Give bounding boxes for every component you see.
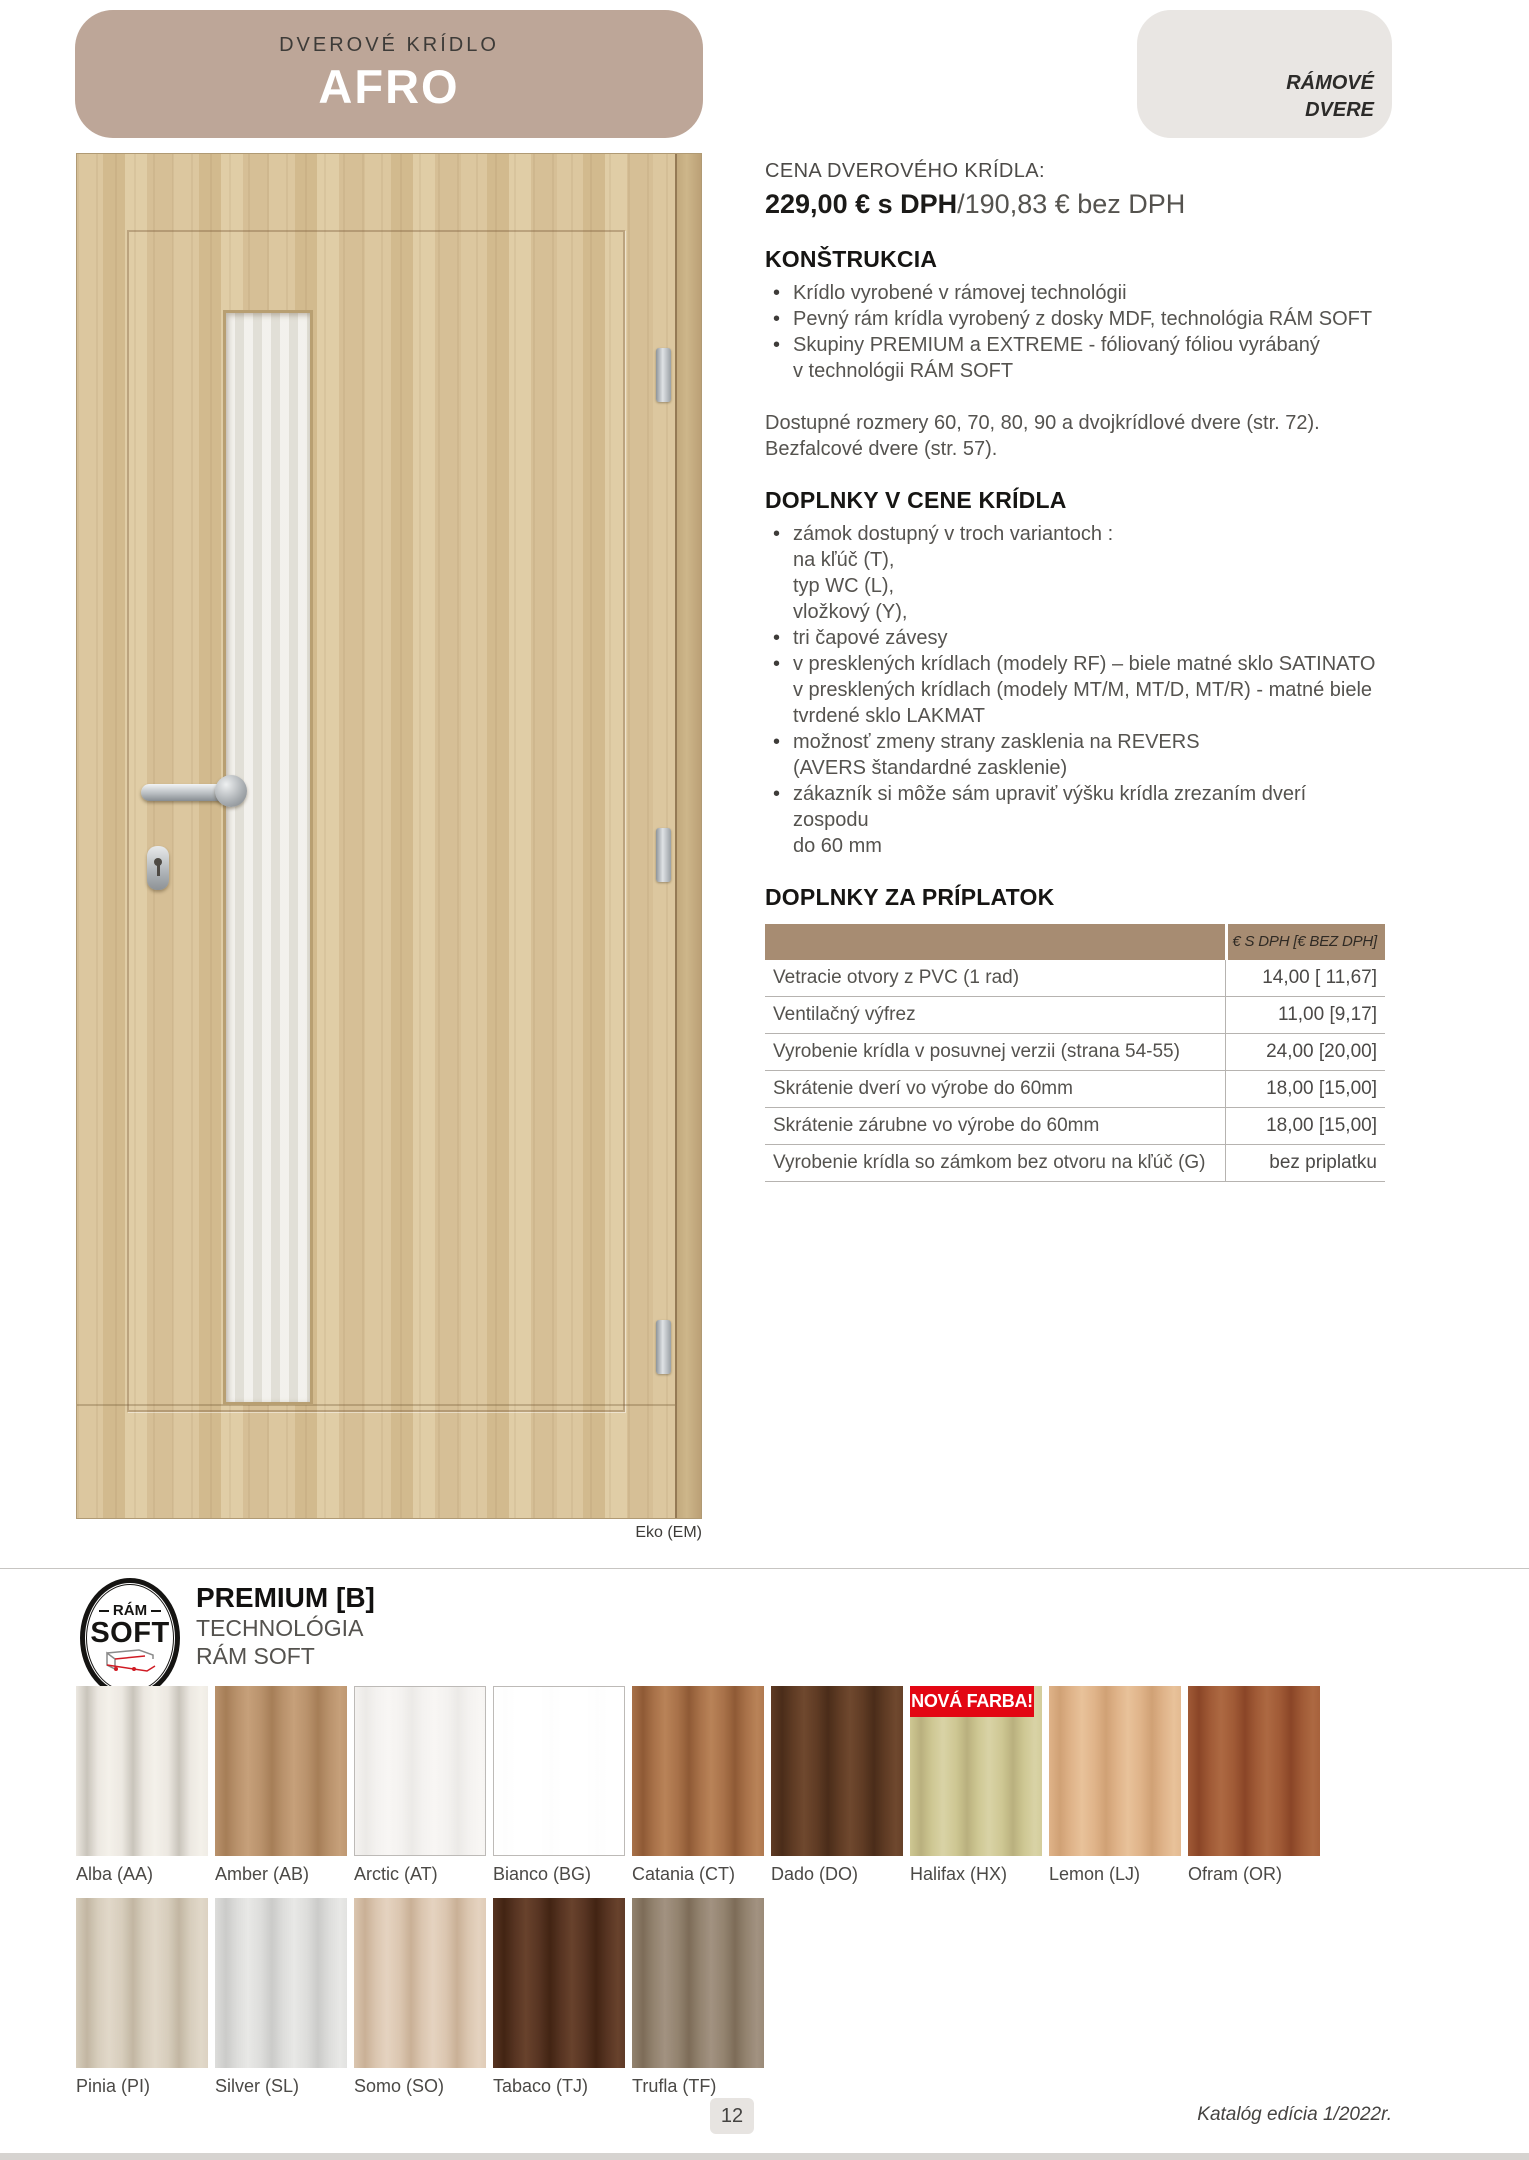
door-hinge: [656, 1320, 671, 1374]
bullet-line: Pevný rám krídla vyrobený z dosky MDF, technológia RÁM SOFT: [793, 308, 1373, 330]
color-swatch: [354, 1898, 486, 2097]
ram-soft-logo: [80, 1578, 180, 1698]
price-value: [765, 188, 1387, 221]
construction-bullet-list: [765, 280, 1387, 384]
section-heading-included: DOPLNKY V CENE KRÍDLA: [765, 487, 1067, 513]
door-keyhole: [147, 846, 169, 890]
page-number: 12: [710, 2098, 754, 2134]
table-row: [765, 960, 1385, 997]
logo-badge-top-text: RÁM: [112, 1602, 148, 1619]
bullet-line: v presklených krídlach (modely RF) – biele matné sklo SATINATO: [793, 653, 1376, 675]
technology-line-3: RÁM SOFT: [196, 1643, 315, 1669]
size-note: [765, 410, 1387, 462]
color-swatch: [215, 1686, 347, 1885]
bullet-line: (AVERS štandardné zasklenie): [793, 757, 1068, 779]
door-rail-joint: [77, 1404, 677, 1406]
section-heading-surcharges: DOPLNKY ZA PRÍPLATOK: [765, 884, 1055, 910]
logo-dash: [99, 1610, 109, 1612]
swatch-row-2: [76, 1898, 764, 2097]
wood-sample: [493, 1898, 625, 2068]
door-handle-rosette: [215, 775, 247, 807]
door-photo: [76, 153, 702, 1519]
swatch-label: Trufla (TF): [632, 2076, 717, 2096]
row-price: 14,00 [ 11,67]: [1225, 960, 1385, 996]
price-separator: /: [957, 189, 965, 219]
swatch-label: Arctic (AT): [354, 1864, 438, 1884]
bullet-line: vložkový (Y),: [793, 601, 908, 623]
row-price: 18,00 [15,00]: [1225, 1071, 1385, 1107]
category-badge: [1137, 10, 1392, 138]
wood-sample: [76, 1686, 208, 1856]
row-price: bez priplatku: [1225, 1145, 1385, 1181]
bullet-item: [765, 280, 1387, 306]
technology-line-2: TECHNOLÓGIA: [196, 1615, 364, 1641]
wood-sample: [354, 1898, 486, 2068]
bullet-line: na kľúč (T),: [793, 549, 895, 571]
door-caption: Eko (EM): [635, 1524, 702, 1541]
swatch-label: Alba (AA): [76, 1864, 154, 1884]
color-swatch: [76, 1898, 208, 2097]
new-color-badge: NOVÁ FARBA!: [910, 1686, 1034, 1717]
wood-sample: [215, 1898, 347, 2068]
bullet-line: v presklených krídlach (modely MT/M, MT/D, MT/R) - matné biele: [793, 679, 1373, 701]
color-swatch: [215, 1898, 347, 2097]
row-label: Vetracie otvory z PVC (1 rad): [773, 967, 1020, 988]
technology-line-1: PREMIUM [B]: [196, 1582, 375, 1613]
color-swatch: [1049, 1686, 1181, 1885]
bullet-line: Skupiny PREMIUM a EXTREME - fóliovaný fóliou vyrábaný: [793, 334, 1320, 356]
bullet-item: [765, 729, 1387, 781]
color-swatch: [632, 1686, 764, 1885]
bullet-line: typ WC (L),: [793, 575, 895, 597]
bullet-line: zámok dostupný v troch variantoch :: [793, 523, 1114, 545]
keyhole-slot: [157, 864, 160, 876]
wood-sample: [76, 1898, 208, 2068]
bottom-divider: [0, 1568, 1529, 1569]
size-note-line: Dostupné rozmery 60, 70, 80, 90 a dvojkrídlové dvere (str. 72).: [765, 412, 1320, 434]
door-groove: [127, 230, 625, 1412]
swatch-label: Dado (DO): [771, 1864, 859, 1884]
section-heading-construction: KONŠTRUKCIA: [765, 246, 938, 272]
price-gross: 229,00 € s DPH: [765, 189, 958, 219]
wood-sample: [771, 1686, 903, 1856]
row-label: Vyrobenie krídla v posuvnej verzii (strana 54-55): [773, 1041, 1180, 1062]
wood-sample: [632, 1686, 764, 1856]
product-title: AFRO: [318, 60, 460, 113]
wood-sample: [215, 1686, 347, 1856]
surcharge-table: [765, 924, 1385, 1182]
bullet-line: zákazník si môže sám upraviť výšku krídla zrezaním dverí zospodu: [793, 783, 1307, 831]
color-swatch: [632, 1898, 764, 2097]
color-swatch: [76, 1686, 208, 1885]
table-row: [765, 1108, 1385, 1145]
color-swatch: [493, 1898, 625, 2097]
door-edge: [675, 154, 701, 1518]
table-row: [765, 1145, 1385, 1182]
color-swatch: [1188, 1686, 1320, 1885]
logo-dash: [151, 1610, 161, 1612]
swatch-label: Bianco (BG): [493, 1864, 592, 1884]
row-label: Skrátenie dverí vo výrobe do 60mm: [773, 1078, 1073, 1099]
bullet-item: [765, 332, 1387, 384]
size-note-line: Bezfalcové dvere (str. 57).: [765, 438, 998, 460]
wood-sample: [1049, 1686, 1181, 1856]
wood-sample: [1188, 1686, 1320, 1856]
bullet-item: [765, 306, 1387, 332]
wood-sample: [910, 1686, 1042, 1856]
bullet-line: tri čapové závesy: [793, 627, 948, 649]
swatch-label: Tabaco (TJ): [493, 2076, 589, 2096]
edition-note: Katalóg edícia 1/2022r.: [1197, 2104, 1392, 2125]
swatch-label: Amber (AB): [215, 1864, 310, 1884]
wood-sample: [632, 1898, 764, 2068]
door-hinge: [656, 348, 671, 402]
color-swatch: [493, 1686, 625, 1885]
swatch-label: Lemon (LJ): [1049, 1864, 1141, 1884]
row-price: 11,00 [9,17]: [1225, 997, 1385, 1033]
row-price: 24,00 [20,00]: [1225, 1034, 1385, 1070]
frame-profile-sketch-icon: [101, 1648, 159, 1674]
color-swatch: [910, 1686, 1042, 1885]
details-column: [765, 158, 1387, 1182]
category-badge-line: RÁMOVÉ: [1286, 72, 1374, 94]
price-net: 190,83 € bez DPH: [964, 189, 1186, 219]
swatch-label: Silver (SL): [215, 2076, 300, 2096]
door-hinge: [656, 828, 671, 882]
bullet-item: [765, 781, 1387, 859]
bullet-item: [765, 625, 1387, 651]
table-header-row: [765, 924, 1385, 960]
price-label: CENA DVEROVÉHO KRÍDLA:: [765, 160, 1045, 182]
swatch-label: Catania (CT): [632, 1864, 736, 1884]
swatch-label: Ofram (OR): [1188, 1864, 1282, 1884]
table-row: [765, 997, 1385, 1034]
bullet-line: Krídlo vyrobené v rámovej technológii: [793, 282, 1127, 304]
table-row: [765, 1071, 1385, 1108]
wood-sample: [354, 1686, 486, 1856]
bullet-line: v technológii RÁM SOFT: [793, 360, 1014, 382]
wood-sample: [493, 1686, 625, 1856]
swatch-label: Pinia (PI): [76, 2076, 151, 2096]
table-header-label-cell: [765, 924, 1225, 960]
bullet-line: možnosť zmeny strany zasklenia na REVERS: [793, 731, 1200, 753]
swatch-label: Halifax (HX): [910, 1864, 1008, 1884]
bullet-line: tvrdené sklo LAKMAT: [793, 705, 985, 727]
header-kicker: DVEROVÉ KRÍDLO: [279, 34, 499, 56]
product-header: [75, 10, 703, 138]
row-label: Vyrobenie krídla so zámkom bez otvoru na kľúč (G): [773, 1152, 1206, 1173]
row-price: 18,00 [15,00]: [1225, 1108, 1385, 1144]
category-badge-line: DVERE: [1305, 99, 1374, 121]
table-row: [765, 1034, 1385, 1071]
bullet-item: [765, 521, 1387, 625]
swatch-label: Somo (SO): [354, 2076, 445, 2096]
included-bullet-list: [765, 521, 1387, 859]
color-swatch: [771, 1686, 903, 1885]
door-glass: [223, 310, 313, 1405]
table-header-price-cell: € S DPH [€ BEZ DPH]: [1225, 924, 1385, 960]
bullet-item: [765, 651, 1387, 729]
color-swatch: [354, 1686, 486, 1885]
row-label: Skrátenie zárubne vo výrobe do 60mm: [773, 1115, 1100, 1136]
bullet-line: do 60 mm: [793, 835, 882, 857]
logo-badge-main: SOFT: [90, 1617, 170, 1649]
technology-block: [196, 1582, 375, 1670]
row-label: Ventilačný výfrez: [773, 1004, 916, 1025]
swatch-row-1: [76, 1686, 1320, 1885]
bottom-strip: [0, 2153, 1529, 2160]
